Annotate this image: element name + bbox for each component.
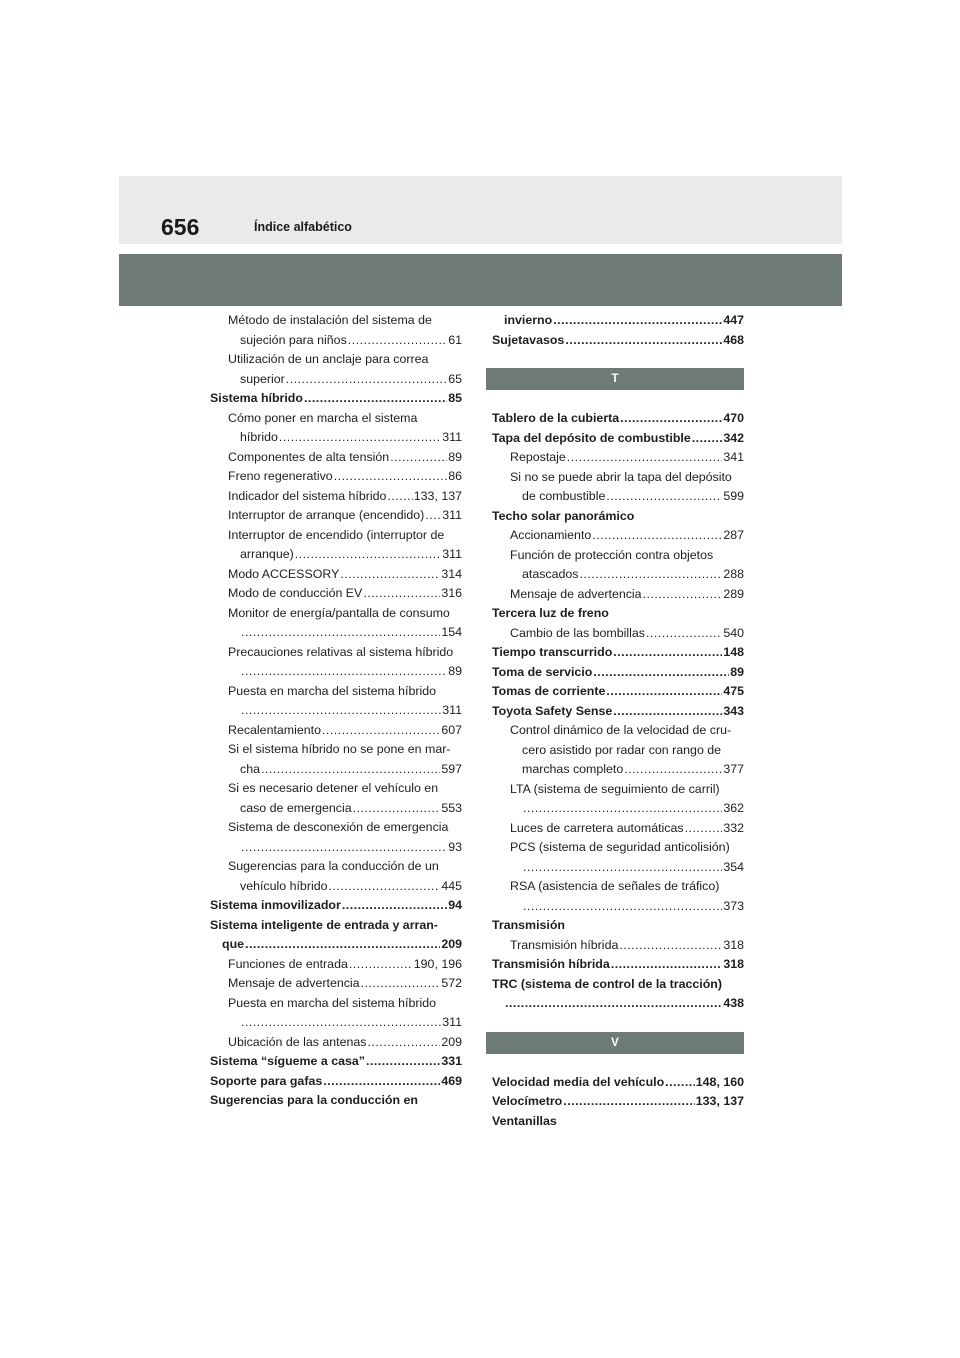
leader-dots xyxy=(241,838,447,858)
entry-page: 318 xyxy=(723,937,744,952)
index-entry[interactable] xyxy=(492,799,744,819)
entry-page: 209 xyxy=(441,1034,462,1049)
entry-label: Función de protección contra objetos xyxy=(510,547,714,562)
section-title: Índice alfabético xyxy=(254,220,352,234)
leader-dots xyxy=(353,799,441,819)
entry-label: arranque) xyxy=(240,547,294,561)
entry-page: 318 xyxy=(723,957,744,971)
index-entry[interactable] xyxy=(492,585,744,605)
entry-label: Puesta en marcha del sistema híbrido xyxy=(228,995,436,1010)
entry-page: 447 xyxy=(723,313,744,327)
entry-label: Mensaje de advertencia xyxy=(228,976,360,990)
index-entry[interactable] xyxy=(210,955,462,975)
entry-page: 94 xyxy=(448,898,462,912)
index-entry[interactable] xyxy=(210,838,462,858)
entry-label: Freno regenerativo xyxy=(228,469,333,483)
entry-page: 553 xyxy=(441,800,462,815)
entry-label: Sistema híbrido xyxy=(210,391,303,405)
index-entry[interactable] xyxy=(492,643,744,663)
entry-label: LTA (sistema de seguimiento de carril) xyxy=(510,781,720,796)
index-entry[interactable] xyxy=(492,311,744,331)
entry-label: Interruptor de arranque (encendido) xyxy=(228,508,425,522)
leader-dots xyxy=(579,565,722,585)
entry-label: Tercera luz de freno xyxy=(492,606,609,620)
entry-page: 89 xyxy=(448,449,462,464)
index-entry[interactable] xyxy=(492,331,744,351)
entry-label: Interruptor de encendido (interruptor de xyxy=(228,527,445,542)
entry-page: 311 xyxy=(442,1015,462,1029)
entry-page: 148 xyxy=(723,645,744,659)
index-entry[interactable] xyxy=(210,799,462,819)
index-entry[interactable] xyxy=(492,448,744,468)
index-entry[interactable] xyxy=(492,624,744,644)
index-entry[interactable] xyxy=(492,897,744,917)
entry-page: 438 xyxy=(723,996,744,1010)
entry-page: 377 xyxy=(723,762,744,776)
entry-label: Cómo poner en marcha el sistema xyxy=(228,410,418,425)
entry-page: 154 xyxy=(441,625,462,639)
leader-dots xyxy=(665,1073,695,1093)
index-entry[interactable] xyxy=(492,702,744,722)
entry-page: 86 xyxy=(448,469,462,483)
index-entry[interactable] xyxy=(210,487,462,507)
entry-page: 89 xyxy=(448,664,462,678)
index-entry[interactable] xyxy=(210,760,462,780)
entry-label: PCS (sistema de seguridad anticolisión) xyxy=(510,840,730,854)
index-entry[interactable] xyxy=(210,467,462,487)
leader-dots xyxy=(692,429,723,449)
entry-label: vehículo híbrido xyxy=(240,878,328,893)
index-entry[interactable] xyxy=(492,604,744,624)
index-entry[interactable] xyxy=(210,818,462,838)
leader-dots xyxy=(387,487,412,507)
index-entry[interactable] xyxy=(210,370,462,390)
leader-dots xyxy=(241,662,447,682)
entry-label: Tiempo transcurrido xyxy=(492,645,613,659)
entry-label: Ubicación de las antenas xyxy=(228,1034,367,1049)
index-entry[interactable] xyxy=(210,1052,462,1072)
leader-dots xyxy=(619,936,722,956)
entry-label: Accionamiento xyxy=(510,528,592,542)
index-entry[interactable] xyxy=(492,526,744,546)
index-entry[interactable] xyxy=(210,331,462,351)
entry-page: 148, 160 xyxy=(695,1074,744,1089)
index-entry[interactable] xyxy=(210,409,462,429)
entry-page: 311 xyxy=(442,547,462,561)
index-entry[interactable] xyxy=(210,526,462,546)
index-entry[interactable] xyxy=(492,936,744,956)
leader-dots xyxy=(342,896,447,916)
entry-page: 133, 137 xyxy=(413,488,462,503)
entry-label: Mensaje de advertencia xyxy=(510,586,642,601)
index-entry[interactable] xyxy=(492,838,744,858)
entry-page: 289 xyxy=(723,586,744,601)
leader-dots xyxy=(304,389,447,409)
index-entry[interactable] xyxy=(210,623,462,643)
entry-page: 607 xyxy=(441,722,462,737)
entry-page: 209 xyxy=(441,937,462,951)
entry-page: 343 xyxy=(723,703,744,718)
leader-dots xyxy=(553,311,722,331)
entry-page: 342 xyxy=(723,430,744,445)
entry-page: 469 xyxy=(441,1073,462,1088)
letter-heading: V xyxy=(486,1032,744,1054)
index-entry[interactable] xyxy=(210,389,462,409)
leader-dots xyxy=(241,701,441,721)
leader-dots xyxy=(328,877,440,897)
index-entry[interactable] xyxy=(210,1072,462,1092)
entry-label: Recalentamiento xyxy=(228,722,321,737)
leader-dots xyxy=(241,1013,441,1033)
index-column-right xyxy=(492,311,744,1131)
entry-page: 331 xyxy=(441,1054,462,1068)
entry-page: 311 xyxy=(442,703,462,717)
index-entry[interactable] xyxy=(492,546,744,566)
entry-label: Velocidad media del vehículo xyxy=(492,1074,665,1089)
entry-label: Sistema inmovilizador xyxy=(210,898,341,912)
entry-label: Toyota Safety Sense xyxy=(492,703,613,718)
index-entry[interactable] xyxy=(492,916,744,936)
leader-dots xyxy=(620,409,722,429)
leader-dots xyxy=(366,1052,440,1072)
entry-label: Repostaje xyxy=(510,450,566,464)
entry-page: 311 xyxy=(442,430,462,444)
entry-label: cero asistido por radar con rango de xyxy=(522,742,722,757)
entry-page: 93 xyxy=(448,839,462,854)
entry-page: 373 xyxy=(723,898,744,913)
leader-dots xyxy=(613,702,722,722)
entry-label: Soporte para gafas xyxy=(210,1073,323,1088)
entry-label: Sistema inteligente de entrada y arran- xyxy=(210,917,438,932)
index-entry[interactable] xyxy=(210,311,462,331)
leader-dots xyxy=(279,428,441,448)
leader-dots xyxy=(593,663,729,683)
index-entry[interactable] xyxy=(492,994,744,1014)
index-entry[interactable] xyxy=(492,507,744,527)
entry-label: híbrido xyxy=(240,430,278,444)
index-entry[interactable] xyxy=(210,701,462,721)
entry-page: 599 xyxy=(723,489,744,503)
entry-label: Control dinámico de la velocidad de cru- xyxy=(510,723,732,737)
leader-dots xyxy=(523,897,722,917)
letter-heading: T xyxy=(486,368,744,390)
entry-label: RSA (asistencia de señales de tráfico) xyxy=(510,879,720,893)
leader-dots xyxy=(340,565,440,585)
entry-label: atascados xyxy=(522,567,579,581)
entry-label: Si el sistema híbrido no se pone en mar- xyxy=(228,742,451,756)
entry-label: Sujetavasos xyxy=(492,332,565,347)
entry-label: Componentes de alta tensión xyxy=(228,449,390,464)
index-entry[interactable] xyxy=(492,858,744,878)
leader-dots xyxy=(523,858,722,878)
entry-label: Ventanillas xyxy=(492,1113,557,1128)
index-entry[interactable] xyxy=(210,857,462,877)
entry-page: 341 xyxy=(723,450,744,464)
index-entry[interactable] xyxy=(492,721,744,741)
index-entry[interactable] xyxy=(210,916,462,936)
index-entry[interactable] xyxy=(492,955,744,975)
entry-page: 468 xyxy=(723,332,744,347)
entry-label: Transmisión xyxy=(492,918,565,932)
entry-label: marchas completo xyxy=(522,762,624,776)
index-entry[interactable] xyxy=(210,565,462,585)
index-entry[interactable] xyxy=(492,877,744,897)
entry-label: Sugerencias para la conducción en xyxy=(210,1093,418,1107)
leader-dots xyxy=(606,487,722,507)
leader-dots xyxy=(613,643,722,663)
index-entry[interactable] xyxy=(492,741,744,761)
index-entry[interactable] xyxy=(492,487,744,507)
leader-dots xyxy=(646,624,722,644)
entry-label: Funciones de entrada xyxy=(228,956,348,971)
index-entry[interactable] xyxy=(210,994,462,1014)
leader-dots xyxy=(592,526,722,546)
entry-page: 445 xyxy=(441,878,462,893)
entry-label: Transmisión híbrida xyxy=(510,937,619,952)
entry-page: 354 xyxy=(723,859,744,874)
entry-label: cha xyxy=(240,761,260,776)
entry-page: 287 xyxy=(723,528,744,542)
entry-label: Monitor de energía/pantalla de consumo xyxy=(228,605,450,620)
index-entry[interactable] xyxy=(492,760,744,780)
entry-page: 362 xyxy=(723,801,744,815)
title-bar xyxy=(119,254,842,306)
entry-label: Transmisión híbrida xyxy=(492,957,610,971)
entry-label: caso de emergencia xyxy=(240,800,352,815)
entry-page: 61 xyxy=(448,332,462,347)
leader-dots xyxy=(348,331,447,351)
entry-label: Modo de conducción EV xyxy=(228,586,363,600)
index-entry[interactable] xyxy=(210,545,462,565)
index-column-left xyxy=(210,311,462,1111)
entry-page: 65 xyxy=(448,371,462,386)
index-entry[interactable] xyxy=(210,682,462,702)
entry-page: 597 xyxy=(441,761,462,776)
entry-page: 475 xyxy=(723,684,744,698)
index-entry[interactable] xyxy=(210,779,462,799)
entry-label: Techo solar panorámico xyxy=(492,508,635,523)
entry-label: Si es necesario detener el vehículo en xyxy=(228,781,439,795)
entry-label: Precauciones relativas al sistema híbrido xyxy=(228,644,454,659)
leader-dots xyxy=(295,545,442,565)
index-entry[interactable] xyxy=(492,1112,744,1132)
entry-label: Luces de carretera automáticas xyxy=(510,820,684,835)
entry-label: Modo ACCESSORY xyxy=(228,566,340,581)
entry-label: Toma de servicio xyxy=(492,664,593,679)
index-entry[interactable] xyxy=(210,1091,462,1111)
entry-page: 314 xyxy=(441,566,462,581)
entry-label: TRC (sistema de control de la tracción) xyxy=(492,976,722,991)
index-entry[interactable] xyxy=(492,409,744,429)
page-number: 656 xyxy=(161,214,200,240)
index-entry[interactable] xyxy=(210,935,462,955)
entry-label: Tablero de la cubierta xyxy=(492,411,620,425)
leader-dots xyxy=(624,760,722,780)
leader-dots xyxy=(685,819,723,839)
index-entry[interactable] xyxy=(492,1092,744,1112)
leader-dots xyxy=(523,799,722,819)
entry-page: 89 xyxy=(730,664,744,679)
index-entry[interactable] xyxy=(492,975,744,995)
leader-dots xyxy=(322,721,440,741)
entry-label: de combustible xyxy=(522,489,606,503)
entry-label: Si no se puede abrir la tapa del depósito xyxy=(510,469,732,484)
entry-label: Método de instalación del sistema de xyxy=(228,313,432,327)
entry-label: Sistema de desconexión de emergencia xyxy=(228,820,449,834)
entry-label: Sugerencias para la conducción de un xyxy=(228,859,439,873)
index-entry[interactable] xyxy=(210,448,462,468)
entry-page: 311 xyxy=(442,508,462,522)
entry-label: Tomas de corriente xyxy=(492,684,606,698)
entry-page: 316 xyxy=(441,586,462,600)
leader-dots xyxy=(567,448,723,468)
index-entry[interactable] xyxy=(210,604,462,624)
index-entry[interactable] xyxy=(492,780,744,800)
index-entry[interactable] xyxy=(492,1073,744,1093)
index-entry[interactable] xyxy=(492,663,744,683)
leader-dots xyxy=(286,370,447,390)
leader-dots xyxy=(349,955,413,975)
leader-dots xyxy=(361,974,441,994)
leader-dots xyxy=(643,585,723,605)
entry-page: 470 xyxy=(723,411,744,425)
index-entry[interactable] xyxy=(210,506,462,526)
entry-label: Velocímetro xyxy=(492,1094,563,1108)
entry-page: 190, 196 xyxy=(413,956,462,971)
entry-page: 332 xyxy=(723,820,744,835)
leader-dots xyxy=(425,506,441,526)
index-entry[interactable] xyxy=(210,974,462,994)
leader-dots xyxy=(367,1033,440,1053)
index-entry[interactable] xyxy=(210,350,462,370)
entry-label: que xyxy=(222,937,245,951)
entry-label: Utilización de un anclaje para correa xyxy=(228,352,429,366)
entry-label: sujeción para niños xyxy=(240,332,347,347)
entry-page: 572 xyxy=(441,976,462,990)
index-entry[interactable] xyxy=(210,1033,462,1053)
entry-page: 85 xyxy=(448,391,462,405)
index-entry[interactable] xyxy=(210,877,462,897)
entry-page: 288 xyxy=(723,567,744,581)
index-entry[interactable] xyxy=(210,1013,462,1033)
leader-dots xyxy=(323,1072,440,1092)
index-entry[interactable] xyxy=(210,721,462,741)
leader-dots xyxy=(611,955,723,975)
header-band xyxy=(119,176,842,244)
leader-dots xyxy=(505,994,722,1014)
leader-dots xyxy=(565,331,722,351)
index-entry[interactable] xyxy=(210,428,462,448)
leader-dots xyxy=(390,448,447,468)
entry-label: invierno xyxy=(504,313,553,327)
entry-label: Puesta en marcha del sistema híbrido xyxy=(228,683,436,698)
entry-label: Indicador del sistema híbrido xyxy=(228,488,387,503)
index-entry[interactable] xyxy=(492,682,744,702)
index-entry[interactable] xyxy=(210,643,462,663)
entry-page: 540 xyxy=(723,625,744,640)
index-entry[interactable] xyxy=(210,896,462,916)
index-entry[interactable] xyxy=(492,429,744,449)
leader-dots xyxy=(606,682,722,702)
leader-dots xyxy=(245,935,440,955)
entry-page: 133, 137 xyxy=(695,1094,744,1108)
index-entry[interactable] xyxy=(210,662,462,682)
entry-label: superior xyxy=(240,371,285,386)
entry-label: Cambio de las bombillas xyxy=(510,625,645,640)
entry-label: Sistema “sígueme a casa” xyxy=(210,1054,365,1068)
leader-dots xyxy=(261,760,440,780)
leader-dots xyxy=(563,1092,695,1112)
leader-dots xyxy=(363,584,440,604)
index-entry[interactable] xyxy=(492,565,744,585)
index-entry[interactable] xyxy=(210,740,462,760)
index-entry[interactable] xyxy=(492,468,744,488)
index-entry[interactable] xyxy=(210,584,462,604)
leader-dots xyxy=(241,623,440,643)
entry-label: Tapa del depósito de combustible xyxy=(492,430,691,445)
leader-dots xyxy=(334,467,448,487)
index-entry[interactable] xyxy=(492,819,744,839)
